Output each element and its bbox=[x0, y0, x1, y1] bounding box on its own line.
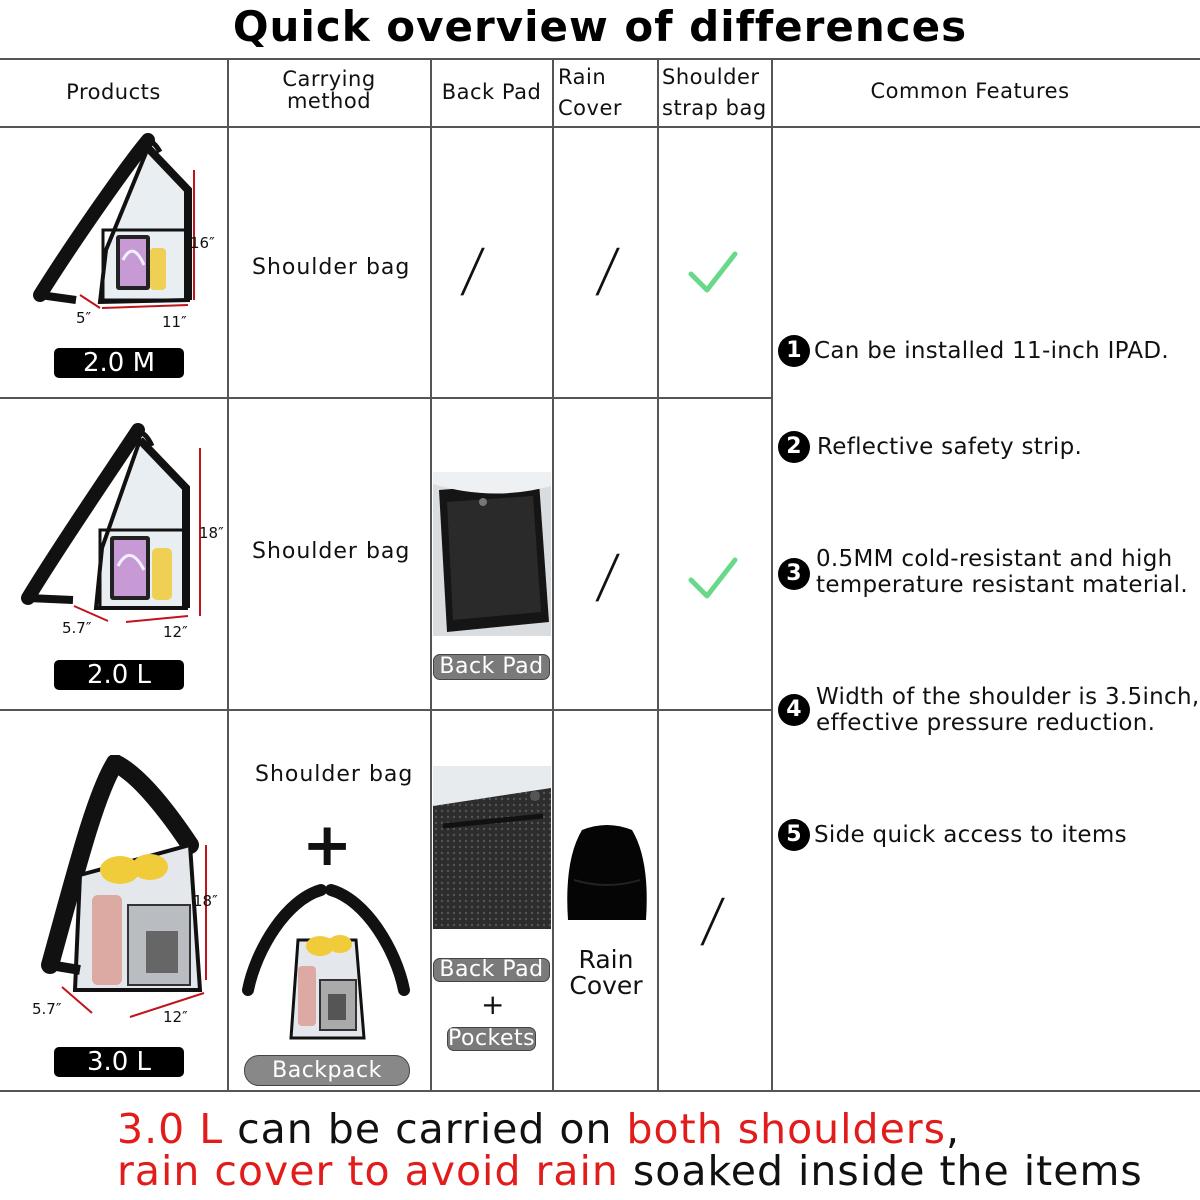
row1-depth-label: 5″ bbox=[76, 309, 92, 327]
feature-2-text: Reflective safety strip. bbox=[817, 434, 1083, 460]
footer-rain-highlight: rain cover to avoid rain bbox=[117, 1147, 619, 1195]
number-4-icon: 4 bbox=[778, 694, 810, 726]
header-common-label: Common Features bbox=[870, 78, 1070, 103]
backpack-image bbox=[236, 880, 416, 1045]
footer-text-1: can be carried on bbox=[223, 1105, 627, 1153]
row2-carrying-method: Shoulder bag bbox=[252, 539, 411, 564]
back-pad-plus-icon: + bbox=[481, 988, 505, 1021]
row2-rain-cover-none: / bbox=[593, 542, 623, 610]
size-badge-3l: 3.0 L bbox=[54, 1047, 184, 1077]
header-rain-line2: Cover bbox=[558, 96, 622, 120]
feature-4-lines bbox=[816, 684, 1199, 736]
header-carrying-line2: method bbox=[286, 89, 372, 113]
row3-back-pad-image bbox=[433, 766, 551, 929]
sling-bag-2l-image bbox=[18, 418, 228, 643]
back-pad-tag-row2: Back Pad bbox=[433, 654, 550, 680]
row2-back-pad-image bbox=[433, 472, 551, 636]
row3-carrying-method: Shoulder bag bbox=[255, 762, 414, 787]
footer-line-2 bbox=[117, 1147, 1143, 1195]
rain-cover-caption bbox=[566, 947, 646, 999]
footer-shoulders-highlight: both shoulders bbox=[626, 1105, 947, 1153]
header-rain-line1: Rain bbox=[558, 65, 607, 89]
row1-shoulder-check-icon bbox=[688, 250, 738, 294]
number-5-icon: 5 bbox=[778, 819, 810, 851]
header-rain-cover bbox=[558, 62, 657, 124]
back-pad-tag-row3: Back Pad bbox=[433, 958, 550, 982]
row1-width-label: 11″ bbox=[162, 313, 187, 331]
feature-3-line2: temperature resistant material. bbox=[816, 572, 1188, 598]
header-shoulder-line1: Shoulder bbox=[662, 65, 760, 89]
header-carrying-line1: Carrying bbox=[282, 67, 376, 91]
feature-1-text: Can be installed 11-inch IPAD. bbox=[814, 338, 1170, 364]
feature-2 bbox=[778, 431, 1082, 463]
feature-3 bbox=[778, 546, 1188, 598]
row1-rain-cover-none: / bbox=[593, 236, 623, 304]
number-1-icon: 1 bbox=[778, 335, 810, 367]
feature-3-lines bbox=[816, 546, 1188, 598]
footer-text-2: soaked inside the items bbox=[618, 1147, 1143, 1195]
header-products bbox=[0, 58, 227, 126]
number-3-icon: 3 bbox=[778, 558, 810, 590]
feature-5-text: Side quick access to items bbox=[814, 822, 1127, 848]
row2-shoulder-check-icon bbox=[688, 556, 738, 600]
footer-line-1 bbox=[117, 1105, 961, 1153]
feature-4-line1: Width of the shoulder is 3.5inch, bbox=[816, 684, 1200, 710]
number-2-icon: 2 bbox=[778, 431, 810, 463]
col-divider-2 bbox=[430, 58, 432, 1091]
backpack-tag: Backpack bbox=[244, 1055, 410, 1086]
pockets-tag: Pockets bbox=[448, 1026, 536, 1051]
footer-comma: , bbox=[946, 1105, 961, 1153]
row3-width-label: 12″ bbox=[163, 1008, 188, 1026]
col-divider-3 bbox=[552, 58, 554, 1091]
feature-4 bbox=[778, 684, 1199, 736]
table-bottom-border bbox=[0, 1090, 1200, 1092]
header-common-features bbox=[772, 58, 1168, 124]
row2-depth-label: 5.7″ bbox=[62, 619, 92, 637]
page-title: Quick overview of differences bbox=[232, 2, 968, 51]
header-products-label: Products bbox=[66, 79, 161, 104]
header-back-pad-label: Back Pad bbox=[441, 79, 542, 104]
row1-height-label: 16″ bbox=[190, 234, 215, 252]
feature-4-line2: effective pressure reduction. bbox=[816, 710, 1156, 736]
header-bottom-border bbox=[0, 126, 1200, 128]
row3-plus-icon: + bbox=[302, 810, 353, 880]
feature-3-line1: 0.5MM cold-resistant and high bbox=[816, 546, 1173, 572]
size-badge-2m: 2.0 M bbox=[54, 348, 184, 378]
header-carrying-method bbox=[228, 62, 430, 118]
row3-shoulder-strap-none: / bbox=[698, 886, 728, 954]
col-divider-5 bbox=[771, 58, 773, 1091]
row2-width-label: 12″ bbox=[163, 623, 188, 641]
header-shoulder-strap bbox=[662, 62, 772, 124]
row1-back-pad-none: / bbox=[458, 236, 488, 304]
footer-size-highlight: 3.0 L bbox=[117, 1105, 224, 1153]
row2-height-label: 18″ bbox=[199, 524, 224, 542]
feature-5 bbox=[778, 819, 1127, 851]
size-badge-2l: 2.0 L bbox=[54, 660, 184, 690]
row3-height-label: 18″ bbox=[193, 892, 218, 910]
header-back-pad bbox=[431, 58, 552, 126]
row3-depth-label: 5.7″ bbox=[32, 1000, 62, 1018]
rain-cover-image bbox=[562, 820, 652, 926]
col-divider-4 bbox=[657, 58, 659, 1091]
row1-carrying-method: Shoulder bag bbox=[252, 255, 411, 280]
rain-cover-caption-line2: Cover bbox=[569, 971, 643, 1000]
feature-1 bbox=[778, 335, 1169, 367]
rain-cover-caption-line1: Rain bbox=[578, 945, 634, 974]
header-shoulder-line2: strap bag bbox=[662, 96, 767, 120]
